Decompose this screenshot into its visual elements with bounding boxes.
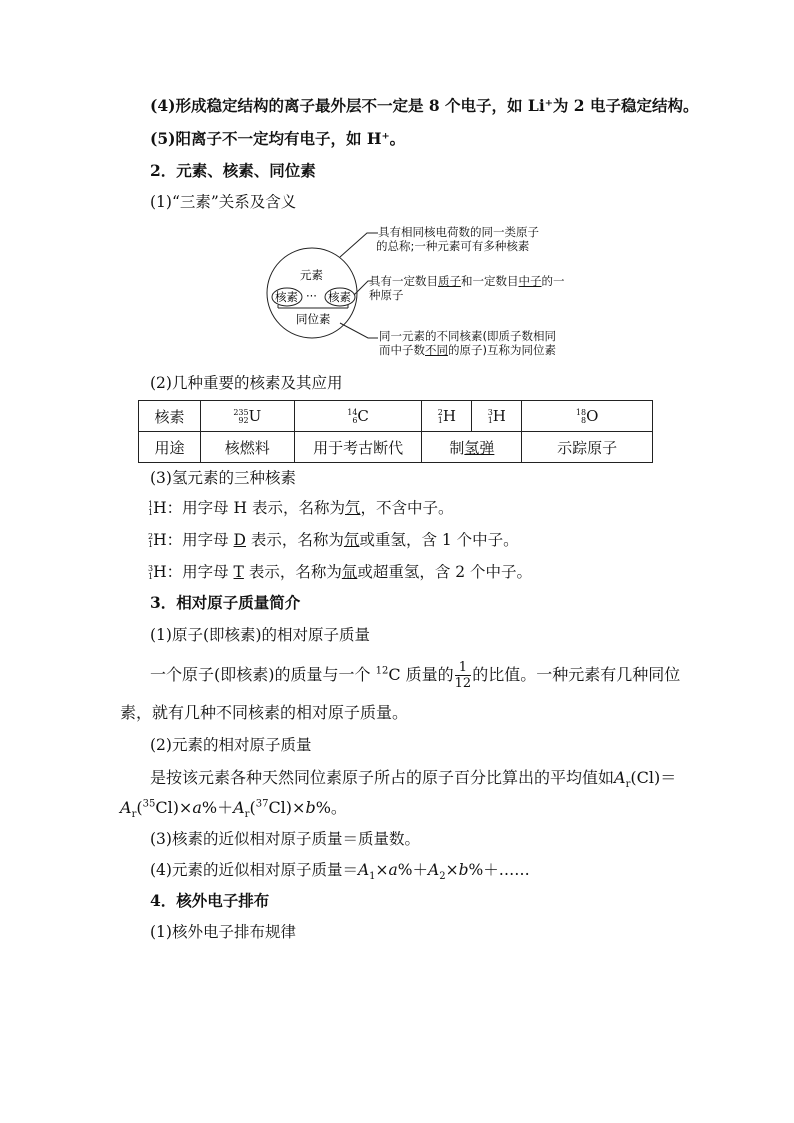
relative-mass-paragraph-1b: 素，就有几种不同核素的相对原子质量。 <box>120 703 409 722</box>
subsection-3-heading: (3)氢元素的三种核素 <box>150 469 296 487</box>
annot2-a: 具有一定数目 <box>369 274 438 288</box>
hydrogen-deuterium: 2 1 H：用字母 D 表示，名称为氘或重氢，含 1 个中子。 <box>148 531 519 549</box>
use-dating: 用于考古断代 <box>294 432 422 463</box>
section-2-heading: 2．元素、核素、同位素 <box>150 161 316 180</box>
use-tracer: 示踪原子 <box>522 432 653 463</box>
annot3-b2: 的原子)互称为同位素 <box>448 343 556 357</box>
nuclide-o18: 18 8 O <box>522 401 653 432</box>
point-5: (5)阳离子不一定均有电子，如 H⁺。 <box>150 129 406 148</box>
annot3-different: 不同 <box>425 343 448 357</box>
use-hydrogen-bomb: 制氢弹 <box>422 432 522 463</box>
element-label: 元素 <box>300 268 323 282</box>
nuclide-label-left: 核素 <box>275 290 298 304</box>
section-3-heading: 3．相对原子质量简介 <box>150 593 301 612</box>
fraction-one-twelfth: $\frac{1}{12}$ <box>454 660 472 691</box>
nuclide-h3: 3 1 H <box>472 401 522 432</box>
table-row <box>139 401 653 432</box>
s4-1-heading: (1)核外电子排布规律 <box>150 923 296 941</box>
annotation-isotope-1: 同一元素的不同核素(即质子数相同 <box>379 329 556 343</box>
nuclide-u235: 235 92 U <box>200 401 294 432</box>
subsection-1-heading: (1)“三素”关系及含义 <box>150 193 297 211</box>
table-row <box>139 432 653 463</box>
point-4: (4)形成稳定结构的离子最外层不一定是 8 个电子，如 Li⁺为 2 电子稳定结构。 <box>150 96 699 115</box>
annotation-element-2: 的总称;一种元素可有多种核素 <box>376 239 530 253</box>
s3-1-heading: (1)原子(即核素)的相对原子质量 <box>150 626 371 644</box>
nuclide-table <box>138 400 653 463</box>
annot2-b: 和一定数目 <box>461 274 519 288</box>
relative-mass-formula: $A_r(^{35}Cl)\times a\%+A_r(^{37}Cl)\times b\%$。 <box>120 798 347 821</box>
annot3-b1: 而中子数 <box>379 343 425 357</box>
table-header-use: 用途 <box>139 432 201 463</box>
nuclide-c14: 14 6 C <box>294 401 422 432</box>
annot2-protons: 质子 <box>438 274 461 288</box>
relative-mass-paragraph-2: 是按该元素各种天然同位素原子所占的原子百分比算出的平均值如$A_r(Cl)=$ <box>150 768 677 791</box>
annot2-neutrons: 中子 <box>518 274 542 288</box>
annotation-nuclide-2: 种原子 <box>369 288 404 302</box>
s3-4-line: (4)元素的近似相对原子质量$=A_1\times a\%+A_2\times b\%+\dots\dots$ <box>150 861 530 883</box>
s3-2-heading: (2)元素的相对原子质量 <box>150 736 312 754</box>
isotope-label: 同位素 <box>296 312 331 326</box>
annotation-element-1: 具有相同核电荷数的同一类原子 <box>378 225 539 239</box>
connector-isotope <box>340 323 378 338</box>
use-nuclear-fuel: 核燃料 <box>200 432 294 463</box>
subsection-2-heading: (2)几种重要的核素及其应用 <box>150 374 343 392</box>
s3-3-line: (3)核素的近似相对原子质量＝质量数。 <box>150 830 420 848</box>
annotation-nuclide-1 <box>369 274 565 288</box>
section-4-heading: 4．核外电子排布 <box>150 891 270 910</box>
hydrogen-tritium: 3 1 H：用字母 T 表示，名称为氚或超重氢，含 2 个中子。 <box>148 563 533 581</box>
annot2-c: 的一 <box>541 274 565 288</box>
relative-mass-paragraph-1: 一个原子(即核素)的质量与一个 $^{12}$C 质量的 $\frac{1}{12}$ 的比值。一种元素有几种同位 <box>150 660 681 691</box>
connector-element <box>340 233 378 257</box>
nuclide-h2: 2 1 H <box>422 401 472 432</box>
nuclide-dots: ··· <box>306 289 317 303</box>
nuclide-label-right: 核素 <box>328 290 351 304</box>
table-header-nuclide: 核素 <box>139 401 201 432</box>
annotation-isotope-2 <box>379 343 556 357</box>
hydrogen-protium: 1 1 H：用字母 H 表示，名称为氕，不含中子。 <box>148 499 454 517</box>
